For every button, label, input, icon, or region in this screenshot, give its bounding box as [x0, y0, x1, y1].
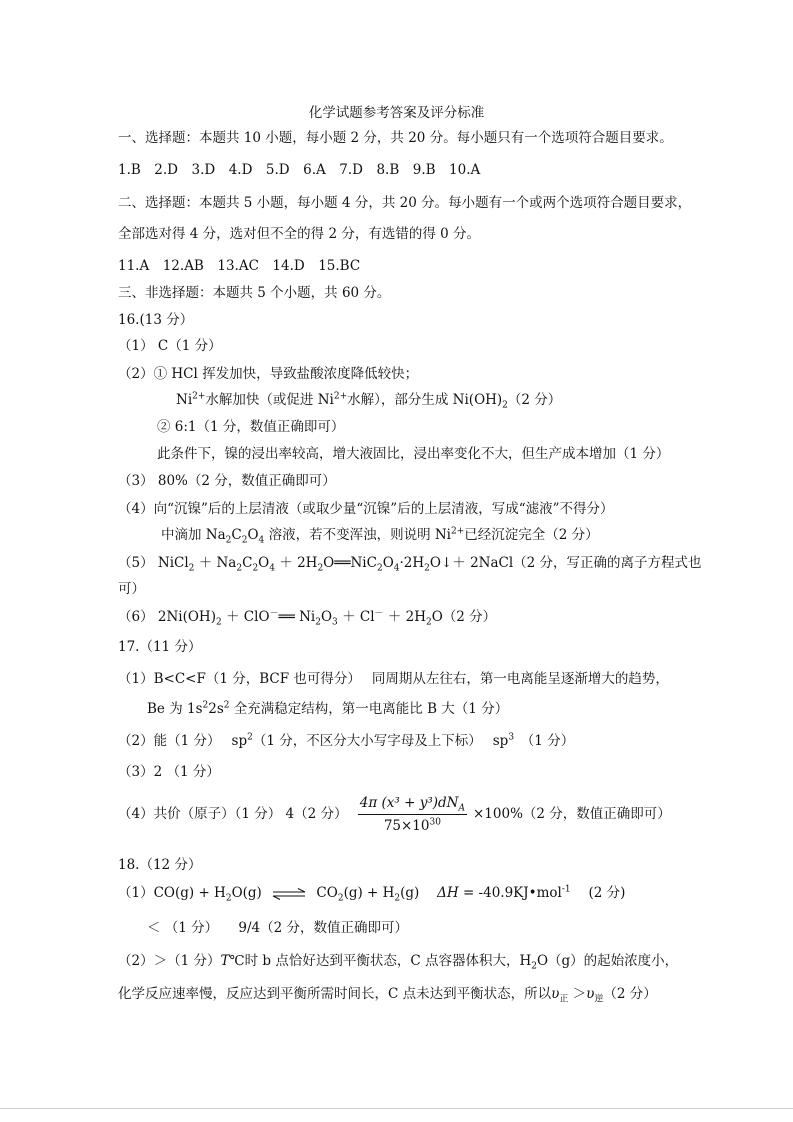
q16-part5-cont: 可） — [118, 581, 145, 597]
q16-part2d: 此条件下，镍的浸出率较高，增大液固比，浸出率变化不大，但生产成本增加（1 分） — [157, 446, 670, 462]
text: ×100%（2 分，数值正确即可） — [472, 806, 671, 822]
text: O — [258, 555, 270, 571]
text: O — [247, 527, 259, 543]
text: ＋ Cl — [342, 609, 375, 625]
rate-symbol: υ — [586, 986, 595, 1002]
enthalpy-symbol: ΔH — [437, 885, 459, 901]
q16-part5 — [118, 553, 702, 573]
subscript: 2 — [317, 563, 324, 574]
subscript: A — [458, 803, 465, 814]
subscript: 4 — [393, 563, 400, 574]
q16-part4a: （4）向“沉镍”后的上层清液（或取少量“沉镍”后的上层清液，写成“滤液”不得分） — [118, 501, 614, 517]
subscript: 2 — [394, 893, 401, 904]
temperature-symbol: T — [220, 953, 230, 969]
text: (2 分) — [570, 885, 626, 901]
text: O（2 分） — [431, 609, 497, 625]
text: （1 分） — [514, 733, 575, 749]
q17-part1a: （1）B<C<F（1 分，BCF 也可得分） 同周期从左往右，第一电离能呈逐渐增大的趋势， — [118, 671, 669, 687]
superscript: 2 — [202, 700, 209, 711]
subscript: 2 — [502, 400, 508, 411]
text: ＋ 2H — [387, 609, 426, 625]
superscript: 3 — [508, 732, 515, 743]
section1-answers: 1.B 2.D 3.D 4.D 5.D 6.A 7.D 8.B 9.B 10.A — [118, 162, 481, 178]
superscript: － — [374, 608, 384, 619]
formula-numerator — [358, 794, 467, 815]
text: 水解加快（或促进 Ni — [205, 392, 334, 408]
superscript: -1 — [561, 884, 571, 895]
density-formula — [358, 794, 467, 835]
text: 水解），部分生成 Ni(OH) — [347, 392, 503, 408]
text: (g) — [400, 885, 433, 901]
superscript: 2+ — [333, 391, 348, 402]
text: O══NiC — [323, 555, 377, 571]
text: （1 分，不区分大小写字母及上下标） sp — [252, 733, 509, 749]
text: ＋ 2H — [279, 555, 318, 571]
text: O（g）的起始浓度小， — [536, 953, 679, 969]
subscript: 2 — [225, 535, 232, 546]
text: ＋ ClO — [226, 609, 270, 625]
q16-part2b — [176, 390, 561, 410]
q17-part1b — [147, 699, 508, 719]
q17-part3: （3）2 （1 分） — [118, 764, 220, 780]
text: ══ Ni — [278, 609, 316, 625]
text: Be 为 1s — [147, 701, 203, 717]
text: 75×10 — [383, 818, 430, 834]
superscript: － — [269, 608, 279, 619]
text: 溶液，若不变浑浊，则说明 Ni — [264, 527, 451, 543]
text: ＋ Na — [198, 555, 237, 571]
subscript: 2 — [241, 535, 248, 546]
q16-part3: （3） 80%（2 分，数值正确即可） — [118, 473, 336, 489]
subscript: 2 — [426, 617, 432, 628]
text: C — [242, 555, 253, 571]
subscript: 2 — [225, 893, 232, 904]
section1-heading: 一、选择题：本题共 10 小题，每小题 2 分，共 20 分。每小题只有一个选项符合题目要求。 — [118, 130, 673, 146]
text: 化学反应速率慢，反应达到平衡所需时间长，C 点未达到平衡状态，所以 — [118, 986, 552, 1002]
subscript: 2 — [531, 961, 537, 972]
text: ℃时 b 点恰好达到平衡状态，C 点容器体积大，H — [229, 953, 532, 969]
subscript: 2 — [188, 563, 195, 574]
text: (g) + H — [343, 885, 395, 901]
subscript: 4 — [269, 563, 275, 574]
q17-part4 — [118, 792, 671, 836]
page-title: 化学试题参考答案及评分标准 — [308, 105, 485, 121]
q16-part2a: （2）① HCl 挥发加快，导致盐酸浓度降低较快； — [118, 366, 419, 382]
q16-header: 16.(13 分） — [118, 312, 194, 328]
text: （2）＞（1 分） — [118, 953, 221, 969]
text: （2）能（1 分） sp — [118, 733, 248, 749]
subscript: 4 — [258, 535, 265, 546]
text: CO — [316, 885, 338, 901]
superscript: 30 — [429, 817, 441, 828]
formula-denominator — [358, 815, 467, 835]
q18-part2a — [118, 951, 678, 971]
superscript: 2 — [223, 700, 230, 711]
text: 已经沉淀完全（2 分） — [464, 527, 599, 543]
text: O — [382, 555, 394, 571]
text: ＞ — [568, 986, 587, 1002]
text: （1）CO(g) + H — [118, 885, 226, 901]
reversible-arrow-icon — [272, 888, 306, 900]
q16-part1: （1） C（1 分） — [118, 338, 222, 354]
section2-answers: 11.A 12.AB 13.AC 14.D 15.BC — [118, 258, 361, 274]
text: （4）共价（原子）（1 分） 4（2 分） — [118, 806, 348, 822]
text: （2 分） — [507, 392, 562, 408]
text: O↓＋ 2NaCl（2 分，写正确的离子方程式也 — [429, 555, 702, 571]
q18-part1 — [118, 883, 625, 903]
text: Ni — [176, 392, 193, 408]
subscript: 逆 — [594, 994, 604, 1005]
q18-part1b: ＜ （1 分） 9/4（2 分，数值正确即可） — [147, 920, 409, 936]
text: （2 分） — [603, 986, 657, 1002]
subscript: 2 — [337, 893, 344, 904]
subscript: 2 — [236, 563, 243, 574]
text: 2s — [208, 701, 224, 717]
rate-symbol: υ — [551, 986, 560, 1002]
text: ·2H — [399, 555, 425, 571]
text: 全充满稳定结构，第一电离能比 B 大（1 分） — [229, 701, 509, 717]
q18-header: 18.（12 分） — [118, 857, 202, 873]
superscript: 2+ — [192, 391, 206, 402]
superscript: 2+ — [451, 526, 465, 537]
subscript: 2 — [215, 617, 222, 628]
superscript: 2 — [247, 732, 253, 743]
text: 4π (x³ + y³)dN — [359, 795, 459, 811]
section3-heading: 三、非选择题：本题共 5 个小题，共 60 分。 — [118, 285, 391, 301]
subscript: 2 — [424, 563, 430, 574]
q16-part6 — [118, 607, 496, 627]
text: O — [320, 609, 333, 625]
subscript: 3 — [332, 617, 338, 628]
q16-part2c: ② 6:1（1 分，数值正确即可） — [157, 419, 345, 435]
text: C — [231, 527, 242, 543]
q18-part2b — [118, 984, 657, 1004]
text: = -40.9KJ•mol — [458, 885, 562, 901]
subscript: 2 — [315, 617, 321, 628]
text: 中滴加 Na — [161, 527, 226, 543]
subscript: 正 — [559, 994, 569, 1005]
subscript: 2 — [252, 563, 259, 574]
section2-heading-line1: 二、选择题：本题共 5 小题，每小题 4 分，共 20 分。每小题有一个或两个选项符合题目要求， — [118, 195, 692, 211]
section2-heading-line2: 全部选对得 4 分，选对但不全的得 2 分，有选错的得 0 分。 — [118, 226, 481, 242]
q17-header: 17.（11 分） — [118, 639, 202, 655]
text: （6） 2Ni(OH) — [118, 609, 216, 625]
text: O(g) — [231, 885, 262, 901]
page-bottom-rule — [0, 1108, 793, 1109]
text: （5） NiCl — [118, 555, 189, 571]
q17-part2 — [118, 731, 574, 751]
q16-part4b — [161, 525, 599, 545]
subscript: 2 — [376, 563, 383, 574]
